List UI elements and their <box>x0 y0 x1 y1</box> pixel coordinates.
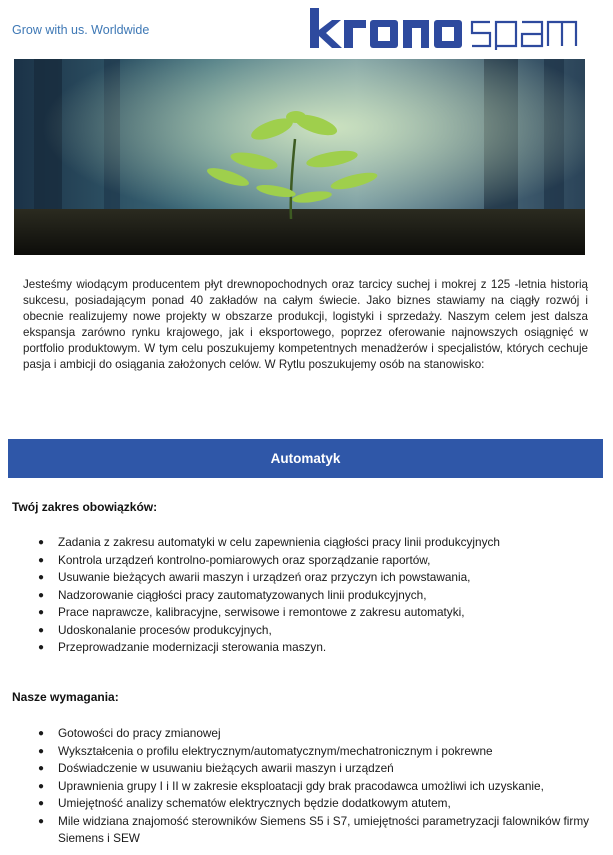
list-item <box>38 725 593 743</box>
list-item <box>38 569 593 587</box>
bullet-icon: ● <box>38 624 45 636</box>
bullet-icon: ● <box>38 745 45 757</box>
intro-paragraph: Jesteśmy wiodącym producentem płyt drewnopochodnych oraz tarcicy suchej i mokrej z 125 -letnia historią sukcesu, posiadającym ponad 40 zakładów na całym świecie. Jako biznes stawiamy na ciągły rozwój i obecnie realizujemy nowe projekty w obszarze produkcji, logistyki i sprzedaży. Naszym celem jest dalsza ekspansja zarówno rynku krajowego, jak i eksportowego, poprzez oferowanie najnowszych osiągnięć w portfolio produktowym. W tym celu poszukujemy kompetentnych menadżerów i specjalistów, których cechuje pasja i ambicji do osiągania założonych celów. W Rytlu poszukujemy osób na stanowisko: <box>23 278 588 371</box>
list-item <box>38 534 593 552</box>
list-item <box>38 743 593 761</box>
tagline: Grow with us. Worldwide <box>12 23 150 37</box>
bullet-icon: ● <box>38 728 45 739</box>
bullet-icon: ● <box>38 589 45 601</box>
list-item-text: Mile widziana znajomość sterowników Siemens S5 i S7, umiejętności parametryzacji falowników firmy Siemens i SEW <box>58 813 590 845</box>
list-item-text: Uprawnienia grupy I i II w zakresie eksploatacji gdy brak pracodawca umożliwi ich uzyskanie, <box>58 778 544 793</box>
list-item-text: Udoskonalanie procesów produkcyjnych, <box>58 622 272 637</box>
list-item-text: Wykształcenia o profilu elektrycznym/automatycznym/mechatronicznym i pokrewne <box>58 743 493 758</box>
bullet-icon: ● <box>38 780 45 792</box>
bullet-icon: ● <box>38 572 45 583</box>
list-item <box>38 760 593 778</box>
bullet-icon: ● <box>38 607 45 618</box>
list-item <box>38 639 593 657</box>
requirements-heading: Nasze wymagania: <box>12 690 119 704</box>
list-item-text: Przeprowadzanie modernizacji sterowania maszyn. <box>58 640 327 654</box>
bullet-icon: ● <box>38 642 45 653</box>
job-title: Automatyk <box>270 451 341 466</box>
list-item-text: Usuwanie bieżących awarii maszyn i urządzeń oraz przyczyn ich powstawania, <box>58 570 471 584</box>
list-item <box>38 622 593 640</box>
list-item-text: Prace naprawcze, kalibracyjne, serwisowe i remontowe z zakresu automatyki, <box>58 605 465 619</box>
list-item-text: Umiejętność analizy schematów elektrycznych będzie dodatkowym atutem, <box>58 796 451 810</box>
list-item-text: Kontrola urządzeń kontrolno-pomiarowych oraz sporządzanie raportów, <box>58 552 431 567</box>
list-item <box>38 587 593 605</box>
list-item <box>38 795 593 813</box>
list-item <box>38 552 593 570</box>
bullet-icon: ● <box>38 763 45 774</box>
bullet-icon: ● <box>38 815 45 827</box>
list-item-text: Zadania z zakresu automatyki w celu zapewnienia ciągłości pracy linii produkcyjnych <box>58 535 500 549</box>
responsibilities-list <box>38 534 593 657</box>
requirements-list <box>38 725 593 848</box>
list-item <box>38 778 593 796</box>
list-item-text: Nadzorowanie ciągłości pracy zautomatyzowanych linii produkcyjnych, <box>58 587 427 602</box>
list-item-text: Doświadczenie w usuwaniu bieżących awarii maszyn i urządzeń <box>58 761 394 775</box>
hero-image <box>14 59 585 255</box>
list-item <box>38 604 593 622</box>
responsibilities-heading: Twój zakres obowiązków: <box>12 500 158 514</box>
kronospan-logo <box>308 6 584 50</box>
bullet-icon: ● <box>38 554 45 566</box>
job-title-banner <box>8 439 603 478</box>
list-item-text: Gotowości do pracy zmianowej <box>58 726 221 740</box>
bullet-icon: ● <box>38 537 45 548</box>
list-item <box>38 813 593 848</box>
bullet-icon: ● <box>38 798 45 809</box>
